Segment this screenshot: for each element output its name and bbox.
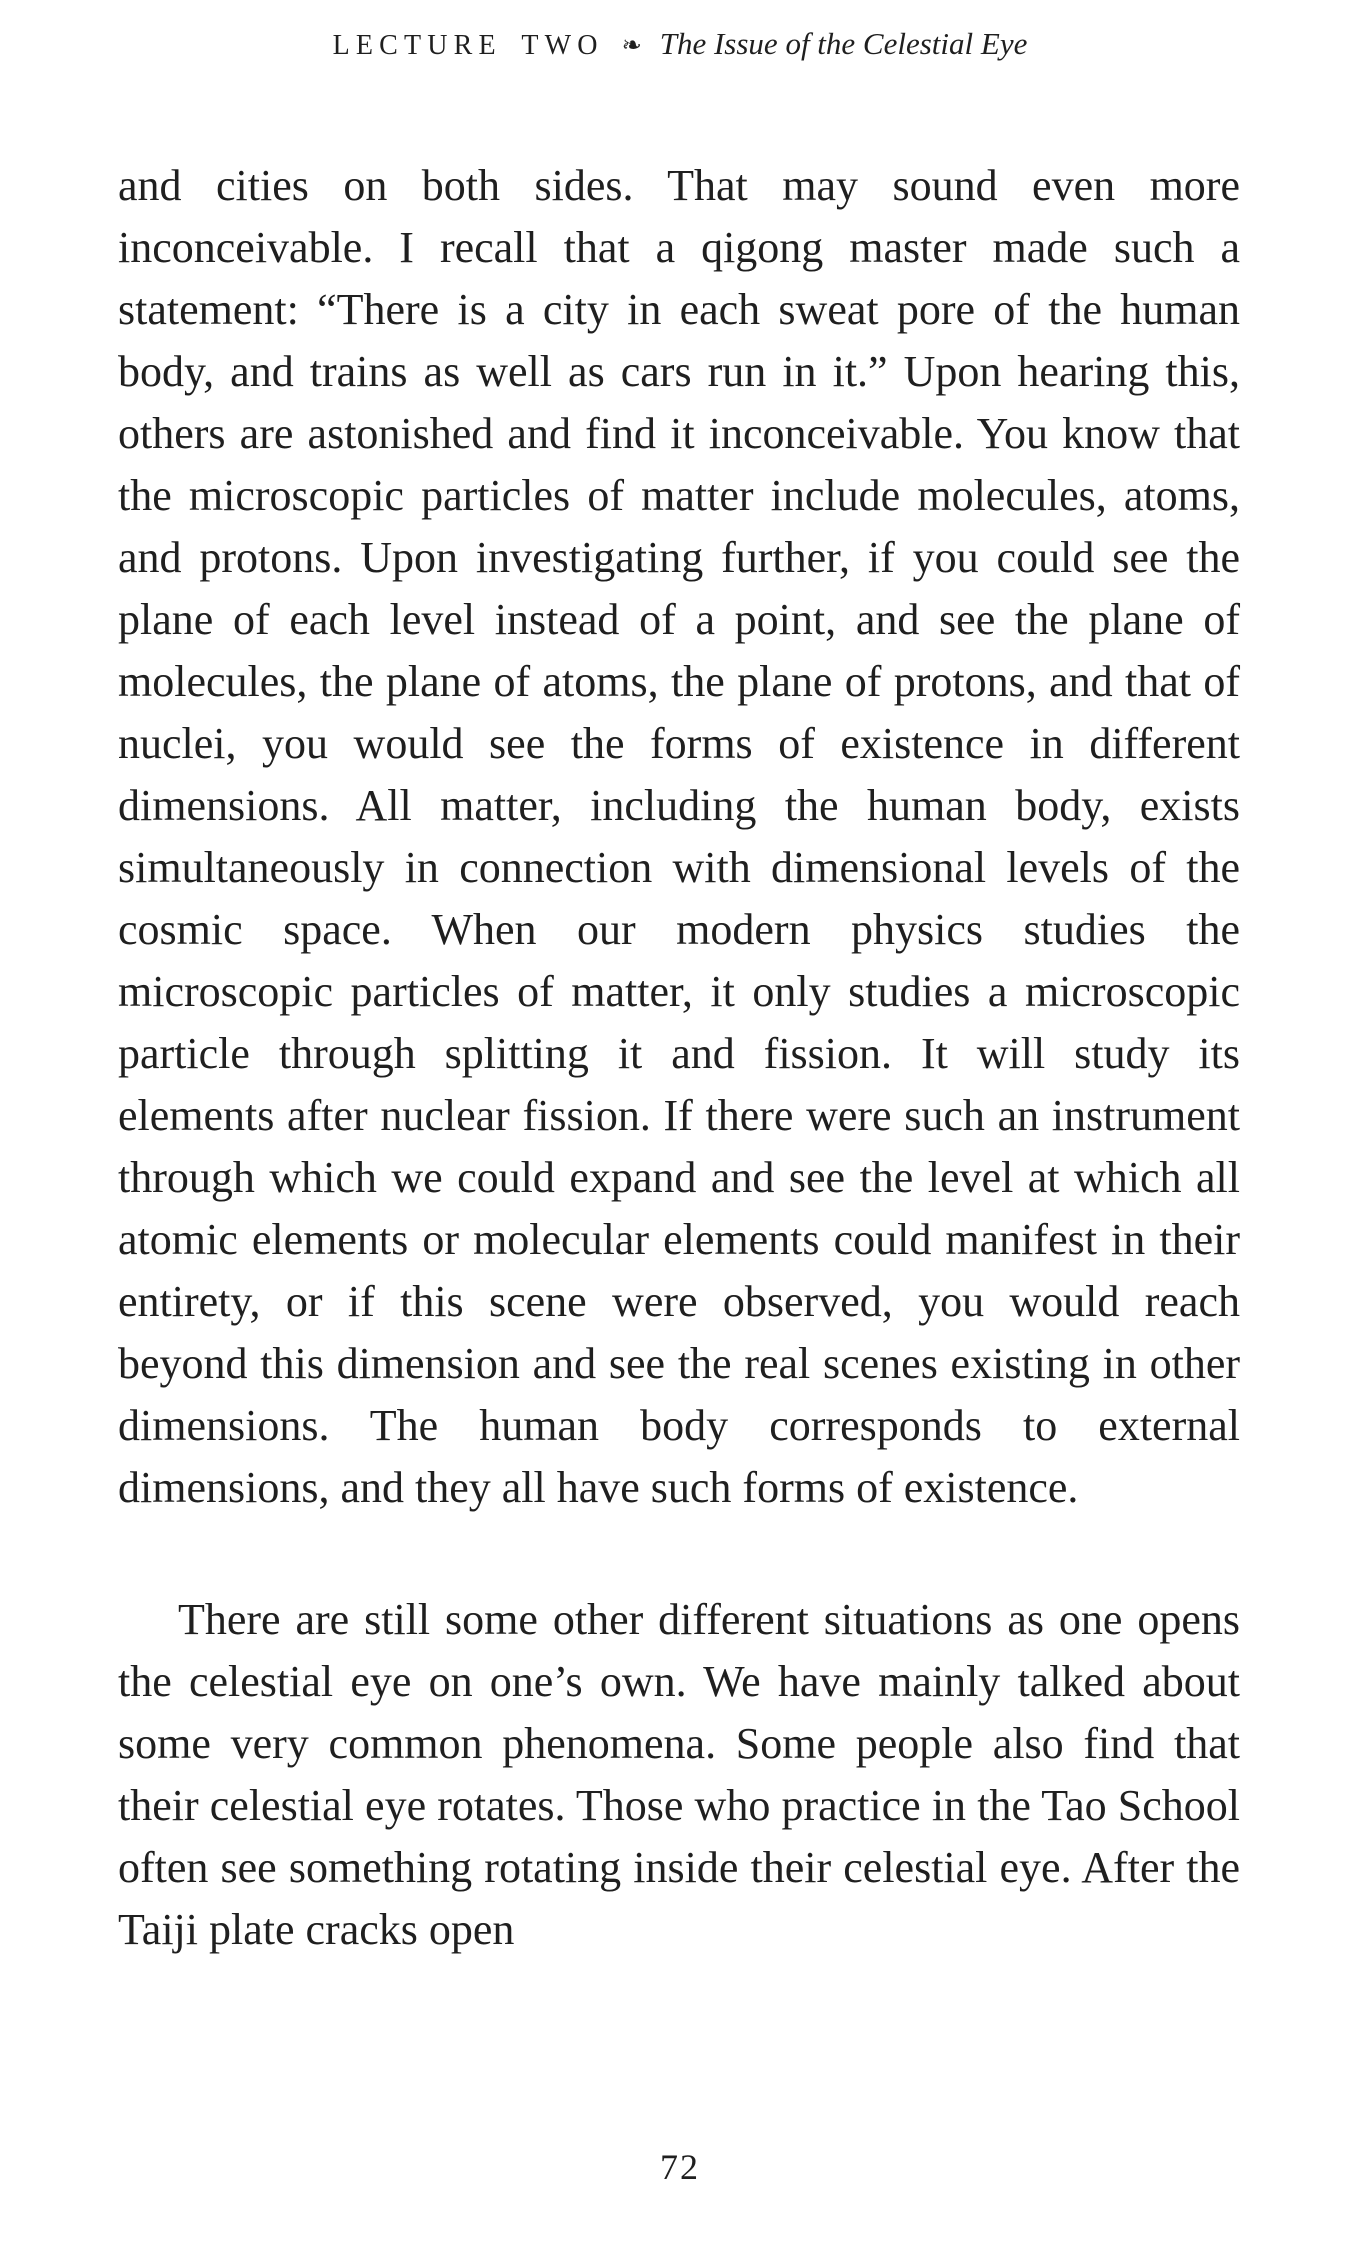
chapter-title: The Issue of the Celestial Eye — [659, 26, 1028, 61]
page-number: 72 — [660, 2147, 700, 2187]
body-paragraph-1: and cities on both sides. That may sound even more inconceivable. I recall that a qigong master made such a statement: “There is a city in each sweat pore of the human body, and trains as well as cars run in it.” Upon hearing this, others are astonished and find it inconceivable. You know that the microscopic particles of matter include molecules, atoms, and protons. Upon investigating further, if you could see the plane of each level instead of a point, and see the plane of molecules, the plane of atoms, the plane of protons, and that of nuclei, you would see the forms of existence in different dimensions. All matter, including the human body, exists simultaneously in connection with dimensional levels of the cosmic space. When our modern physics studies the microscopic particles of matter, it only studies a microscopic particle through splitting it and fission. It will study its elements after nuclear fission. If there were such an instrument through which we could expand and see the level at which all atomic elements or molecular elements could manifest in their entirety, or if this scene were observed, you would reach beyond this dimension and see the real scenes existing in other dimensions. The human body corresponds to external dimensions, and they all have such forms of existence. — [118, 161, 1240, 1512]
body-paragraph-2: There are still some other different situations as one opens the celestial eye on one’s own. We have mainly talked about some very common phenomena. Some people also find that their celestial eye rotates. Those who practice in the Tao School often see something rotating inside their celestial eye. After the Taiji plate cracks open — [118, 1595, 1240, 1954]
lecture-label: LECTURE TWO — [332, 30, 604, 61]
running-header — [0, 26, 1360, 62]
body-text-block — [118, 155, 1240, 1961]
fleuron-ornament-icon: ❧ — [621, 31, 642, 59]
